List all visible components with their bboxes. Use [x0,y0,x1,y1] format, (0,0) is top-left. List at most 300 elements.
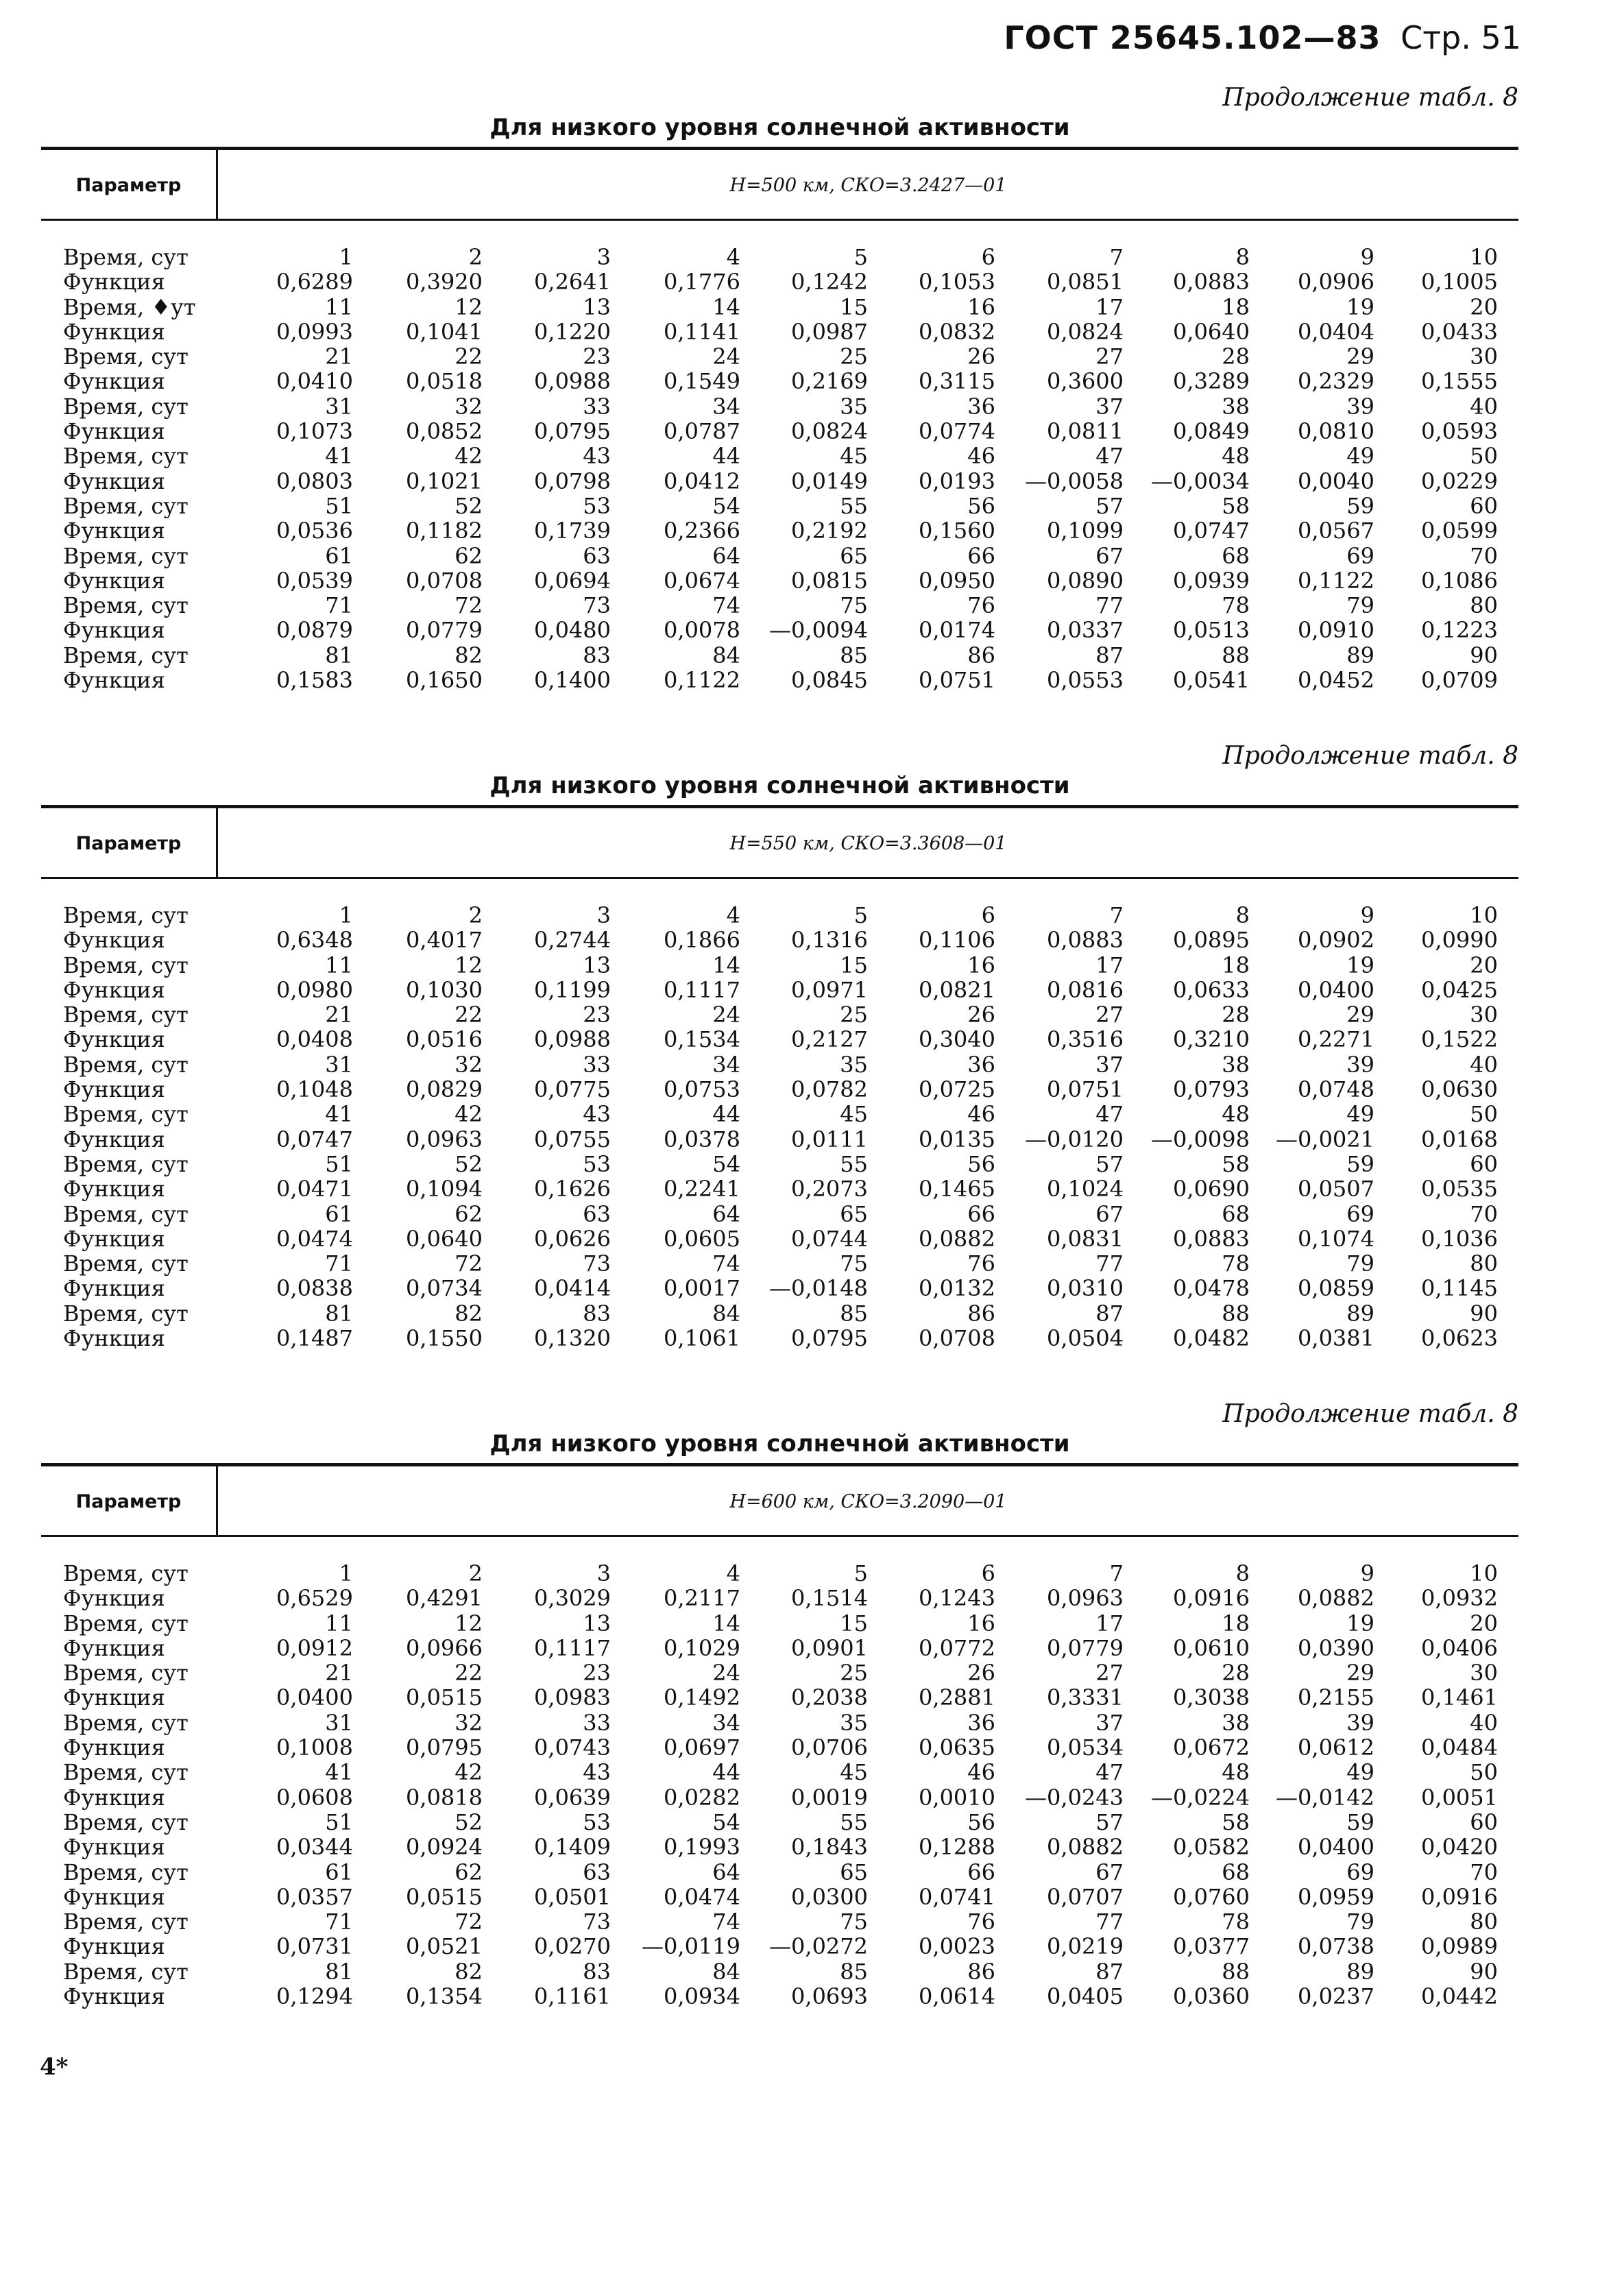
time-cell: 74 [712,1250,740,1277]
time-cell: 18 [1222,1610,1250,1636]
time-cell: 70 [1470,542,1498,569]
function-cell: 0,0751 [919,667,995,694]
function-cell: 0,0516 [406,1026,483,1053]
function-cell: 0,6289 [276,269,353,295]
function-cell: 0,0408 [276,1026,353,1053]
time-cell: 61 [325,542,353,569]
time-cell: 63 [583,1859,611,1885]
function-cell: 0,6529 [276,1585,353,1612]
time-cell: 75 [840,1909,868,1935]
time-cell: 33 [583,1709,611,1736]
function-cell: 0,0849 [1173,418,1250,445]
time-label: Время, сут [63,1300,189,1327]
time-cell: 19 [1346,1610,1374,1636]
function-cell: 0,0939 [1173,567,1250,594]
function-cell: 0,3920 [406,269,483,295]
function-label: Функция [63,1834,165,1861]
function-cell: 0,0772 [919,1634,995,1661]
time-label: Время, сут [63,542,189,569]
time-cell: 52 [455,1150,483,1177]
time-cell: 75 [840,592,868,619]
time-cell: 85 [840,642,868,668]
time-cell: 37 [1095,1051,1124,1078]
parameter-header: Параметр [75,175,182,196]
time-cell: 36 [967,1709,995,1736]
time-cell: 7 [1109,1560,1124,1586]
function-cell: 0,1030 [406,976,483,1003]
time-cell: 86 [967,1958,995,1985]
function-cell: 0,0824 [791,418,868,445]
function-label: Функция [63,318,165,345]
function-label: Функция [63,418,165,445]
time-cell: 78 [1222,592,1250,619]
time-cell: 9 [1360,1560,1374,1586]
time-cell: 65 [840,542,868,569]
continuation-note: Продолжение табл. 8 [1222,742,1518,770]
page-number: Стр. 51 [1401,19,1521,56]
time-cell: 22 [455,343,483,370]
time-cell: 78 [1222,1250,1250,1277]
time-cell: 14 [712,952,740,978]
function-cell: 0,0515 [406,1684,483,1711]
time-cell: 32 [455,1051,483,1078]
function-cell: 0,0824 [1047,318,1124,345]
time-cell: 40 [1470,1051,1498,1078]
time-cell: 45 [840,443,868,470]
function-cell: 0,0400 [1298,1834,1374,1861]
time-cell: 7 [1109,902,1124,928]
time-cell: 28 [1222,1660,1250,1686]
time-cell: 73 [583,1909,611,1935]
time-cell: 31 [325,393,353,420]
function-cell: 0,2117 [664,1585,740,1612]
function-cell: 0,0883 [1173,269,1250,295]
time-cell: 3 [596,902,611,928]
time-cell: 47 [1095,443,1124,470]
time-cell: 35 [840,393,868,420]
time-cell: 6 [981,902,995,928]
time-cell: 59 [1346,1809,1374,1835]
time-cell: 15 [840,293,868,320]
function-cell: 0,0357 [276,1883,353,1910]
time-cell: 30 [1470,1002,1498,1028]
function-cell: 0,0883 [1047,927,1124,954]
time-cell: 57 [1095,1150,1124,1177]
function-cell: 0,1117 [534,1634,611,1661]
function-cell: 0,1316 [791,927,868,954]
time-cell: 65 [840,1200,868,1227]
time-cell: 13 [583,1610,611,1636]
time-label: Время, сут [63,642,189,668]
time-cell: 64 [712,1200,740,1227]
function-cell: 0,0747 [1173,518,1250,544]
parameter-header: Параметр [75,1491,182,1512]
time-cell: 12 [455,952,483,978]
function-cell: 0,1036 [1421,1225,1498,1252]
function-cell: 0,1534 [664,1026,740,1053]
function-cell: 0,1099 [1047,518,1124,544]
function-cell: 0,0795 [406,1734,483,1761]
time-label: Время, сут [63,1002,189,1028]
function-cell: 0,0747 [276,1126,353,1152]
function-cell: 0,0360 [1173,1983,1250,2010]
function-label: Функция [63,269,165,295]
function-cell: 0,0300 [791,1883,868,1910]
function-cell: 0,0174 [919,617,995,644]
time-cell: 54 [712,1150,740,1177]
function-cell: 0,3029 [534,1585,611,1612]
time-cell: 60 [1470,1809,1498,1835]
function-label: Функция [63,976,165,1003]
function-cell: 0,0755 [534,1126,611,1152]
time-cell: 80 [1470,1250,1498,1277]
function-cell: 0,1074 [1298,1225,1374,1252]
time-cell: 49 [1346,1759,1374,1786]
time-cell: 48 [1222,1759,1250,1786]
function-cell: 0,0934 [664,1983,740,2010]
time-cell: 18 [1222,952,1250,978]
function-cell: 0,0741 [919,1883,995,1910]
time-cell: 89 [1346,1300,1374,1327]
function-cell: 0,0811 [1047,418,1124,445]
function-cell: 0,0017 [664,1275,740,1302]
function-label: Функция [63,927,165,954]
function-cell: 0,0751 [1047,1076,1124,1103]
time-cell: 32 [455,1709,483,1736]
time-cell: 70 [1470,1859,1498,1885]
time-cell: 63 [583,542,611,569]
time-cell: 68 [1222,542,1250,569]
time-cell: 79 [1346,1250,1374,1277]
function-cell: —0,0148 [769,1275,868,1302]
function-cell: 0,2155 [1298,1684,1374,1711]
time-cell: 20 [1470,293,1498,320]
condition-header: H=600 км, СКО=3.2090—01 [729,1491,1007,1512]
function-cell: 0,0793 [1173,1076,1250,1103]
time-cell: 86 [967,642,995,668]
time-label: Время, сут [63,1150,189,1177]
time-cell: 40 [1470,393,1498,420]
time-cell: 39 [1346,1709,1374,1736]
function-cell: 0,1242 [791,269,868,295]
function-label: Функция [63,567,165,594]
function-cell: 0,0442 [1421,1983,1498,2010]
function-label: Функция [63,1734,165,1761]
table-title: Для низкого уровня солнечной активности [489,114,1070,141]
function-label: Функция [63,468,165,494]
time-cell: 10 [1470,1560,1498,1586]
time-cell: 6 [981,1560,995,1586]
table-title: Для низкого уровня солнечной активности [489,1430,1070,1458]
time-cell: 50 [1470,1759,1498,1786]
function-cell: —0,0142 [1276,1784,1374,1811]
time-cell: 47 [1095,1101,1124,1128]
time-cell: 10 [1470,244,1498,270]
time-cell: 2 [468,244,483,270]
time-cell: 71 [325,592,353,619]
function-cell: 0,0610 [1173,1634,1250,1661]
time-cell: 88 [1222,642,1250,668]
time-cell: 52 [455,492,483,519]
function-cell: 0,0541 [1173,667,1250,694]
time-cell: 79 [1346,1909,1374,1935]
function-label: Функция [63,1684,165,1711]
function-cell: 0,4017 [406,927,483,954]
time-cell: 76 [967,1909,995,1935]
time-cell: 67 [1095,1200,1124,1227]
function-label: Функция [63,617,165,644]
time-cell: 68 [1222,1859,1250,1885]
function-cell: 0,0753 [664,1076,740,1103]
time-cell: 53 [583,1150,611,1177]
function-cell: 0,0521 [406,1933,483,1960]
time-cell: 2 [468,1560,483,1586]
time-cell: 82 [455,1300,483,1327]
function-cell: 0,1400 [534,667,611,694]
time-cell: 50 [1470,1101,1498,1128]
time-cell: 12 [455,1610,483,1636]
function-cell: 0,0708 [406,567,483,594]
function-cell: 0,3038 [1173,1684,1250,1711]
function-cell: 0,3040 [919,1026,995,1053]
time-cell: 90 [1470,1958,1498,1985]
time-cell: 46 [967,1101,995,1128]
function-cell: 0,0414 [534,1275,611,1302]
function-cell: 0,1560 [919,518,995,544]
function-cell: 0,0959 [1298,1883,1374,1910]
parameter-header: Параметр [75,833,182,854]
time-cell: 28 [1222,1002,1250,1028]
function-cell: 0,0425 [1421,976,1498,1003]
function-cell: 0,0963 [1047,1585,1124,1612]
function-cell: 0,2329 [1298,368,1374,395]
time-cell: 69 [1346,1200,1374,1227]
time-cell: 35 [840,1709,868,1736]
time-cell: 23 [583,1660,611,1686]
function-cell: —0,0119 [642,1933,740,1960]
function-cell: 0,0971 [791,976,868,1003]
function-cell: 0,0310 [1047,1275,1124,1302]
time-cell: 70 [1470,1200,1498,1227]
function-cell: 0,1094 [406,1176,483,1202]
time-cell: 68 [1222,1200,1250,1227]
time-cell: 84 [712,642,740,668]
time-cell: 24 [712,1002,740,1028]
function-cell: 0,0381 [1298,1325,1374,1352]
time-cell: 87 [1095,1300,1124,1327]
function-cell: 0,0484 [1421,1734,1498,1761]
time-cell: 9 [1360,902,1374,928]
function-cell: 0,0743 [534,1734,611,1761]
function-label: Функция [63,1225,165,1252]
time-cell: 22 [455,1002,483,1028]
function-cell: 0,0567 [1298,518,1374,544]
time-cell: 34 [712,1051,740,1078]
time-cell: 31 [325,1709,353,1736]
time-cell: 74 [712,1909,740,1935]
function-cell: 0,0132 [919,1275,995,1302]
function-cell: 0,2241 [664,1176,740,1202]
time-cell: 56 [967,1150,995,1177]
time-cell: 53 [583,1809,611,1835]
time-label: Время, сут [63,1759,189,1786]
time-cell: 24 [712,343,740,370]
time-cell: 57 [1095,492,1124,519]
function-cell: 0,1008 [276,1734,353,1761]
function-cell: 0,1005 [1421,269,1498,295]
time-cell: 46 [967,443,995,470]
function-cell: 0,0612 [1298,1734,1374,1761]
time-cell: 89 [1346,642,1374,668]
function-cell: 0,0901 [791,1634,868,1661]
time-cell: 26 [967,1002,995,1028]
time-cell: 80 [1470,592,1498,619]
time-cell: 59 [1346,492,1374,519]
function-cell: 0,1739 [534,518,611,544]
function-cell: 0,1487 [276,1325,353,1352]
function-cell: 0,0623 [1421,1325,1498,1352]
time-label: Время, сут [63,952,189,978]
function-cell: 0,0474 [276,1225,353,1252]
function-cell: 0,1122 [664,667,740,694]
function-cell: 0,0471 [276,1176,353,1202]
function-cell: 0,0536 [276,518,353,544]
time-cell: 55 [840,492,868,519]
time-cell: 23 [583,1002,611,1028]
time-cell: 17 [1095,293,1124,320]
time-cell: 4 [726,902,740,928]
time-cell: 11 [325,1610,353,1636]
function-label: Функция [63,1983,165,2010]
time-cell: 22 [455,1660,483,1686]
function-cell: 0,0599 [1421,518,1498,544]
time-cell: 43 [583,443,611,470]
function-cell: 0,0818 [406,1784,483,1811]
time-cell: 40 [1470,1709,1498,1736]
function-cell: —0,0224 [1151,1784,1250,1811]
function-cell: 0,0916 [1421,1883,1498,1910]
function-cell: 0,1550 [406,1325,483,1352]
time-cell: 49 [1346,1101,1374,1128]
time-cell: 48 [1222,1101,1250,1128]
time-cell: 38 [1222,1051,1250,1078]
function-label: Функция [63,1126,165,1152]
function-cell: 0,0798 [534,468,611,494]
time-cell: 27 [1095,1002,1124,1028]
function-cell: 0,0775 [534,1076,611,1103]
time-cell: 66 [967,1200,995,1227]
time-cell: 60 [1470,492,1498,519]
function-cell: 0,0694 [534,567,611,594]
time-cell: 52 [455,1809,483,1835]
time-cell: 15 [840,1610,868,1636]
function-cell: 0,0630 [1421,1076,1498,1103]
table-top-rule [41,805,1518,808]
time-cell: 29 [1346,1002,1374,1028]
time-cell: 25 [840,1660,868,1686]
time-cell: 33 [583,393,611,420]
time-cell: 83 [583,1958,611,1985]
time-label: Время, сут [63,244,189,270]
time-cell: 77 [1095,592,1124,619]
time-cell: 21 [325,1660,353,1686]
time-cell: 5 [853,902,868,928]
function-cell: 0,1354 [406,1983,483,2010]
function-cell: 0,0390 [1298,1634,1374,1661]
function-cell: 0,0633 [1173,976,1250,1003]
time-cell: 87 [1095,1958,1124,1985]
function-cell: 0,0829 [406,1076,483,1103]
time-cell: 90 [1470,1300,1498,1327]
time-cell: 66 [967,1859,995,1885]
function-cell: 0,0410 [276,368,353,395]
function-cell: 0,0478 [1173,1275,1250,1302]
function-cell: 0,0932 [1421,1585,1498,1612]
time-cell: 45 [840,1101,868,1128]
function-cell: 0,0890 [1047,567,1124,594]
time-cell: 42 [455,1101,483,1128]
time-cell: 73 [583,1250,611,1277]
function-cell: 0,0988 [534,1026,611,1053]
time-label: Время, сут [63,1660,189,1686]
function-cell: 0,1029 [664,1634,740,1661]
function-cell: 0,0023 [919,1933,995,1960]
time-cell: 78 [1222,1909,1250,1935]
function-label: Функция [63,1325,165,1352]
function-cell: 0,0924 [406,1834,483,1861]
function-cell: 0,0420 [1421,1834,1498,1861]
function-cell: 0,1073 [276,418,353,445]
time-cell: 33 [583,1051,611,1078]
table-top-rule [41,147,1518,150]
function-cell: 0,0912 [276,1634,353,1661]
time-label: Время, сут [63,1809,189,1835]
time-cell: 62 [455,1859,483,1885]
time-cell: 8 [1235,244,1250,270]
time-cell: 46 [967,1759,995,1786]
table-header-rule [41,877,1518,879]
function-cell: 0,0412 [664,468,740,494]
function-label: Функция [63,1933,165,1960]
time-cell: 57 [1095,1809,1124,1835]
time-cell: 8 [1235,1560,1250,1586]
time-label: Время, сут [63,1958,189,1985]
time-cell: 51 [325,1150,353,1177]
time-cell: 1 [339,1560,353,1586]
function-cell: 0,0237 [1298,1983,1374,2010]
function-cell: 0,1141 [664,318,740,345]
function-cell: 0,1117 [664,976,740,1003]
function-cell: 0,0608 [276,1784,353,1811]
function-cell: 0,0480 [534,617,611,644]
time-cell: 71 [325,1250,353,1277]
function-cell: 0,1223 [1421,617,1498,644]
time-cell: 27 [1095,1660,1124,1686]
time-cell: 72 [455,1250,483,1277]
time-cell: 86 [967,1300,995,1327]
function-cell: 0,3210 [1173,1026,1250,1053]
function-cell: 0,0539 [276,567,353,594]
function-cell: 0,0816 [1047,976,1124,1003]
function-cell: 0,1145 [1421,1275,1498,1302]
time-cell: 20 [1470,952,1498,978]
function-cell: 0,0748 [1298,1076,1374,1103]
time-label: Время, сут [63,1101,189,1128]
time-cell: 58 [1222,1150,1250,1177]
function-cell: 0,0168 [1421,1126,1498,1152]
function-cell: 0,0400 [276,1684,353,1711]
function-cell: 0,1555 [1421,368,1498,395]
